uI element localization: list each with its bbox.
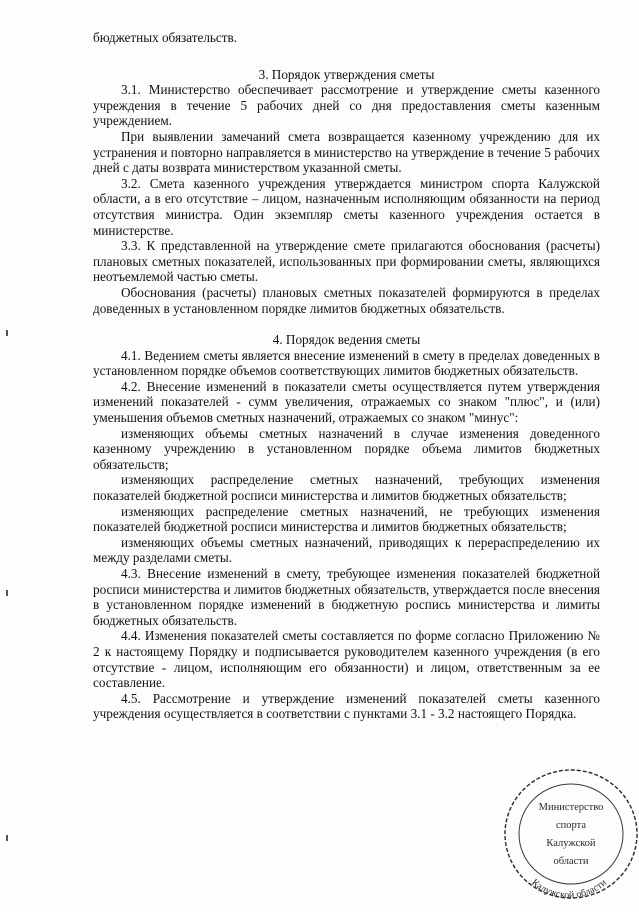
svg-text:спорта: спорта xyxy=(555,820,587,831)
official-stamp xyxy=(493,764,639,909)
paragraph-4-3: 4.3. Внесение изменений в смету, требующее изменения показателей бюджетной росписи министерства и лимитов бюджетных обязательств, утверждается после внесения в установленном порядке изменений в бюджетную роспись министерства и лимиты бюджетных обязательств. xyxy=(93,566,600,628)
stamp-seal-icon xyxy=(493,764,639,909)
paragraph-4-1: 4.1. Ведением сметы является внесение изменений в смету в пределах доведенных в установленном порядке объемов соответствующих лимитов бюджетных обязательств. xyxy=(93,347,600,379)
paragraph-4-5: 4.5. Рассмотрение и утверждение изменений показателей сметы казенного учреждения осуществляется в соответствии с пунктами 3.1 - 3.2 настоящего Порядка. xyxy=(93,690,600,722)
svg-text:области: области xyxy=(553,856,589,867)
paragraph-3-3: 3.3. К представленной на утверждение смете прилагаются обоснования (расчеты) плановых сметных показателей, использованных при формировании сметы, являющихся неотъемлемой частью сметы. xyxy=(93,238,600,285)
paragraph-3-1: 3.1. Министерство обеспечивает рассмотрение и утверждение сметы казенного учреждения в течение 5 рабочих дней со дня предоставления сметы казенным учреждением. xyxy=(93,82,600,129)
svg-text:Министерство: Министерство xyxy=(538,802,604,813)
scan-edge-mark xyxy=(6,590,8,596)
intro-line: бюджетных обязательств. xyxy=(93,30,238,45)
scan-edge-mark xyxy=(6,330,8,336)
svg-text:Калужской: Калужской xyxy=(546,838,596,849)
paragraph-4-4: 4.4. Изменения показателей сметы составляется по форме согласно Приложению № 2 к настоящему Порядку и подписывается руководителем казенного учреждения (в его отсутствие - лицом, исполняющим его обязанности) и лицом, ответственным за ее составление. xyxy=(93,628,600,691)
list-item-redistribution-not-requiring: изменяющих распределение сметных назначений, не требующих изменения показателей бюджетной росписи министерства и лимитов бюджетных обязательств; xyxy=(93,503,600,535)
paragraph-3-2: 3.2. Смета казенного учреждения утверждается министром спорта Калужской области, а в его отсутствие – лицом, назначенным исполняющим обязанности на период отсутствия министра. Один экземпляр сметы казенного учреждения остается в министерстве. xyxy=(93,175,600,238)
section-3-heading: 3. Порядок утверждения сметы xyxy=(258,66,435,82)
scan-edge-mark xyxy=(6,835,8,841)
list-item-section-redistribution: изменяющих объемы сметных назначений, приводящих к перераспределению их между разделами сметы. xyxy=(93,534,600,566)
paragraph-4-2: 4.2. Внесение изменений в показатели сметы осуществляется путем утверждения изменений показателей - сумм увеличения, отражаемых со знаком "плюс", и (или) уменьшения объемов сметных назначений, отражаемых со знаком "минус": xyxy=(93,378,600,426)
list-item-limits-change: изменяющих объемы сметных назначений в случае изменения доведенного казенному учреждению в установленном порядке объема лимитов бюджетных обязательств; xyxy=(93,425,600,472)
paragraph-3-1-remarks: При выявлении замечаний смета возвращается казенному учреждению для их устранения и повторно направляется в министерство на утверждение в течение 5 рабочих дней с даты возврата министерством указанной сметы. xyxy=(93,128,600,176)
paragraph-3-3-justifications: Обоснования (расчеты) плановых сметных показателей формируются в пределах доведенных в установленном порядке лимитов бюджетных обязательств. xyxy=(93,284,600,316)
svg-text:Калужской области: Калужской области xyxy=(529,877,609,902)
document-body xyxy=(93,30,600,722)
list-item-redistribution-requiring: изменяющих распределение сметных назначений, требующих изменения показателей бюджетной росписи министерства и лимитов бюджетных обязательств; xyxy=(93,472,600,504)
section-4-heading: 4. Порядок ведения сметы xyxy=(272,332,421,348)
